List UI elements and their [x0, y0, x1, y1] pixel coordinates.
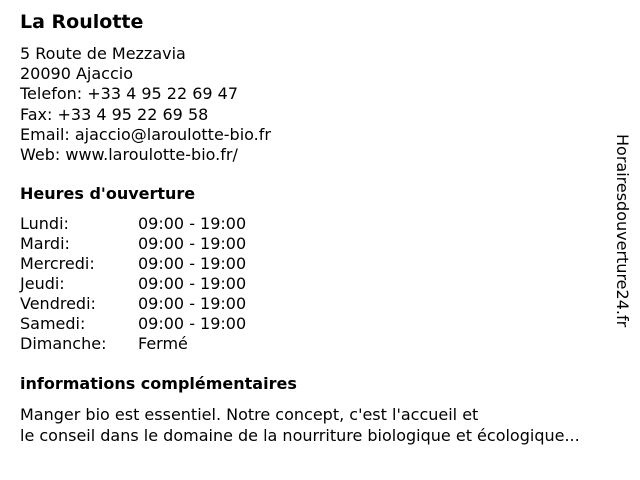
website-url: Web: www.laroulotte-bio.fr/	[20, 144, 238, 164]
phone-number: Telefon: +33 4 95 22 69 47	[20, 84, 239, 104]
hours-row-friday	[20, 294, 320, 314]
day-label: Mercredi:	[20, 254, 95, 273]
site-watermark	[612, 134, 632, 374]
hours-row-wednesday	[20, 254, 320, 274]
hours-value: 09:00 - 19:00	[138, 214, 247, 233]
additional-info-heading: informations complémentaires	[20, 374, 297, 393]
day-label: Mardi:	[20, 234, 70, 253]
hours-row-tuesday	[20, 234, 320, 254]
description-line: le conseil dans le domaine de la nourriture biologique et écologique...	[20, 426, 580, 445]
business-name: La Roulotte	[20, 11, 144, 33]
hours-value: 09:00 - 19:00	[138, 254, 247, 273]
address-line-street: 5 Route de Mezzavia	[20, 44, 186, 63]
email-address: Email: ajaccio@laroulotte-bio.fr	[20, 124, 271, 144]
address-line-city: 20090 Ajaccio	[20, 64, 134, 84]
hours-value: 09:00 - 19:00	[138, 314, 247, 333]
hours-value: 09:00 - 19:00	[138, 274, 247, 293]
day-label: Dimanche:	[20, 334, 107, 353]
day-label: Jeudi:	[20, 274, 65, 293]
hours-row-saturday	[20, 314, 320, 334]
day-label: Vendredi:	[20, 294, 96, 313]
opening-hours-heading: Heures d'ouverture	[20, 184, 196, 203]
hours-row-monday	[20, 214, 320, 234]
contact-block	[20, 44, 271, 165]
hours-value: 09:00 - 19:00	[138, 294, 247, 313]
opening-hours-table	[20, 214, 320, 354]
business-description	[20, 404, 580, 446]
fax-number: Fax: +33 4 95 22 69 58	[20, 104, 209, 124]
description-line: Manger bio est essentiel. Notre concept, c'est l'accueil et	[20, 405, 479, 424]
hours-row-sunday	[20, 334, 320, 354]
hours-row-thursday	[20, 274, 320, 294]
hours-value: Fermé	[138, 334, 188, 353]
day-label: Lundi:	[20, 214, 69, 233]
watermark-text: Horairesdouverture24.fr	[613, 134, 632, 328]
hours-value: 09:00 - 19:00	[138, 234, 247, 253]
day-label: Samedi:	[20, 314, 86, 333]
